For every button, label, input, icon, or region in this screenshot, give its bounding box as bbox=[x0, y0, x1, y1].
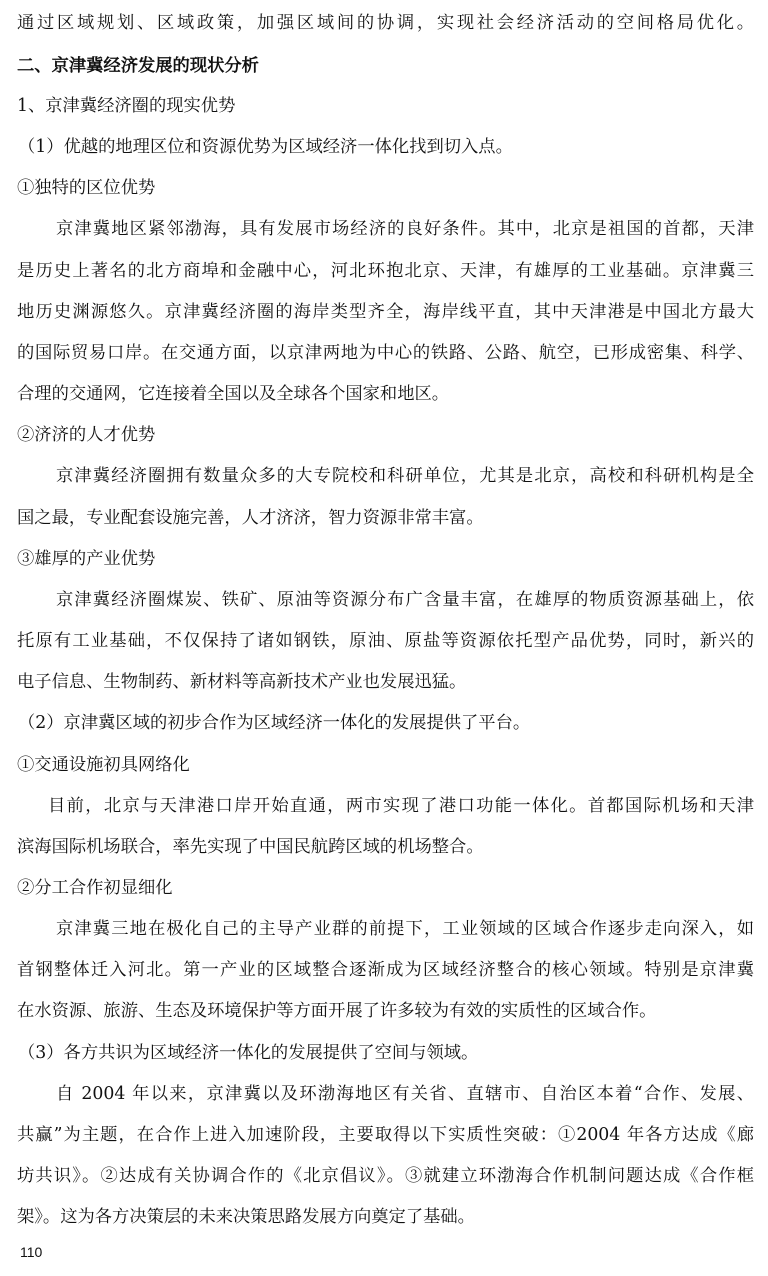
text-line: 地历史渊源悠久。京津冀经济圈的海岸类型齐全，海岸线平直，其中天津港是中国北方最大 bbox=[17, 302, 754, 322]
text-line: 架》。这为各方决策层的未来决策思路发展方向奠定了基础。 bbox=[17, 1207, 475, 1227]
item-heading: ①交通设施初具网络化 bbox=[17, 755, 190, 775]
text-line: 电子信息、生物制药、新材料等高新技术产业也发展迅猛。 bbox=[17, 672, 467, 692]
text-line: 是历史上著名的北方商埠和金融中心，河北环抱北京、天津，有雄厚的工业基础。京津冀三 bbox=[17, 261, 754, 281]
text-line: 的国际贸易口岸。在交通方面，以京津两地为中心的铁路、公路、航空，已形成密集、科学、 bbox=[17, 343, 754, 363]
text-line: 合理的交通网，它连接着全国以及全球各个国家和地区。 bbox=[17, 384, 450, 404]
item-heading: ③雄厚的产业优势 bbox=[17, 549, 156, 569]
section-heading: 二、京津冀经济发展的现状分析 bbox=[17, 56, 259, 76]
text-line: 共赢”为主题，在合作上进入加速阶段，主要取得以下实质性突破：①2004 年各方达成《廊 bbox=[17, 1125, 754, 1145]
item-heading: ②分工合作初显细化 bbox=[17, 878, 173, 898]
text-line: 京津冀经济圈煤炭、铁矿、原油等资源分布广含量丰富，在雄厚的物质资源基础上，依 bbox=[56, 590, 754, 610]
text-line: 滨海国际机场联合，率先实现了中国民航跨区域的机场整合。 bbox=[17, 837, 484, 857]
text-line: 托原有工业基础，不仅保持了诸如钢铁，原油、原盐等资源依托型产品优势，同时，新兴的 bbox=[17, 631, 754, 651]
subsection-heading: 1、京津冀经济圈的现实优势 bbox=[17, 96, 236, 116]
text-line: 坊共识》。②达成有关协调合作的《北京倡议》。③就建立环渤海合作机制问题达成《合作框 bbox=[17, 1166, 754, 1186]
point-heading: （1）优越的地理区位和资源优势为区域经济一体化找到切入点。 bbox=[18, 137, 513, 157]
item-heading: ①独特的区位优势 bbox=[17, 178, 156, 198]
point-heading: （2）京津冀区域的初步合作为区域经济一体化的发展提供了平台。 bbox=[18, 713, 531, 733]
page-number: 110 bbox=[20, 1244, 43, 1260]
text-line: 国之最，专业配套设施完善，人才济济，智力资源非常丰富。 bbox=[17, 508, 484, 528]
text-line: 京津冀三地在极化自己的主导产业群的前提下，工业领域的区域合作逐步走向深入，如 bbox=[56, 919, 754, 939]
text-line: 首钢整体迁入河北。第一产业的区域整合逐渐成为区域经济整合的核心领域。特别是京津冀 bbox=[17, 960, 754, 980]
text-line: 通过区域规划、区域政策，加强区域间的协调，实现社会经济活动的空间格局优化。 bbox=[17, 13, 754, 33]
point-heading: （3）各方共识为区域经济一体化的发展提供了空间与领域。 bbox=[18, 1043, 479, 1063]
text-line: 目前，北京与天津港口岸开始直通，两市实现了港口功能一体化。首都国际机场和天津 bbox=[48, 796, 754, 816]
item-heading: ②济济的人才优势 bbox=[17, 425, 156, 445]
text-line: 京津冀地区紧邻渤海，具有发展市场经济的良好条件。其中，北京是祖国的首都，天津 bbox=[56, 219, 754, 239]
text-line: 京津冀经济圈拥有数量众多的大专院校和科研单位，尤其是北京，高校和科研机构是全 bbox=[56, 466, 754, 486]
text-line: 在水资源、旅游、生态及环境保护等方面开展了许多较为有效的实质性的区域合作。 bbox=[17, 1001, 657, 1021]
text-line: 自 2004 年以来，京津冀以及环渤海地区有关省、直辖市、自治区本着“合作、发展、 bbox=[56, 1084, 754, 1104]
